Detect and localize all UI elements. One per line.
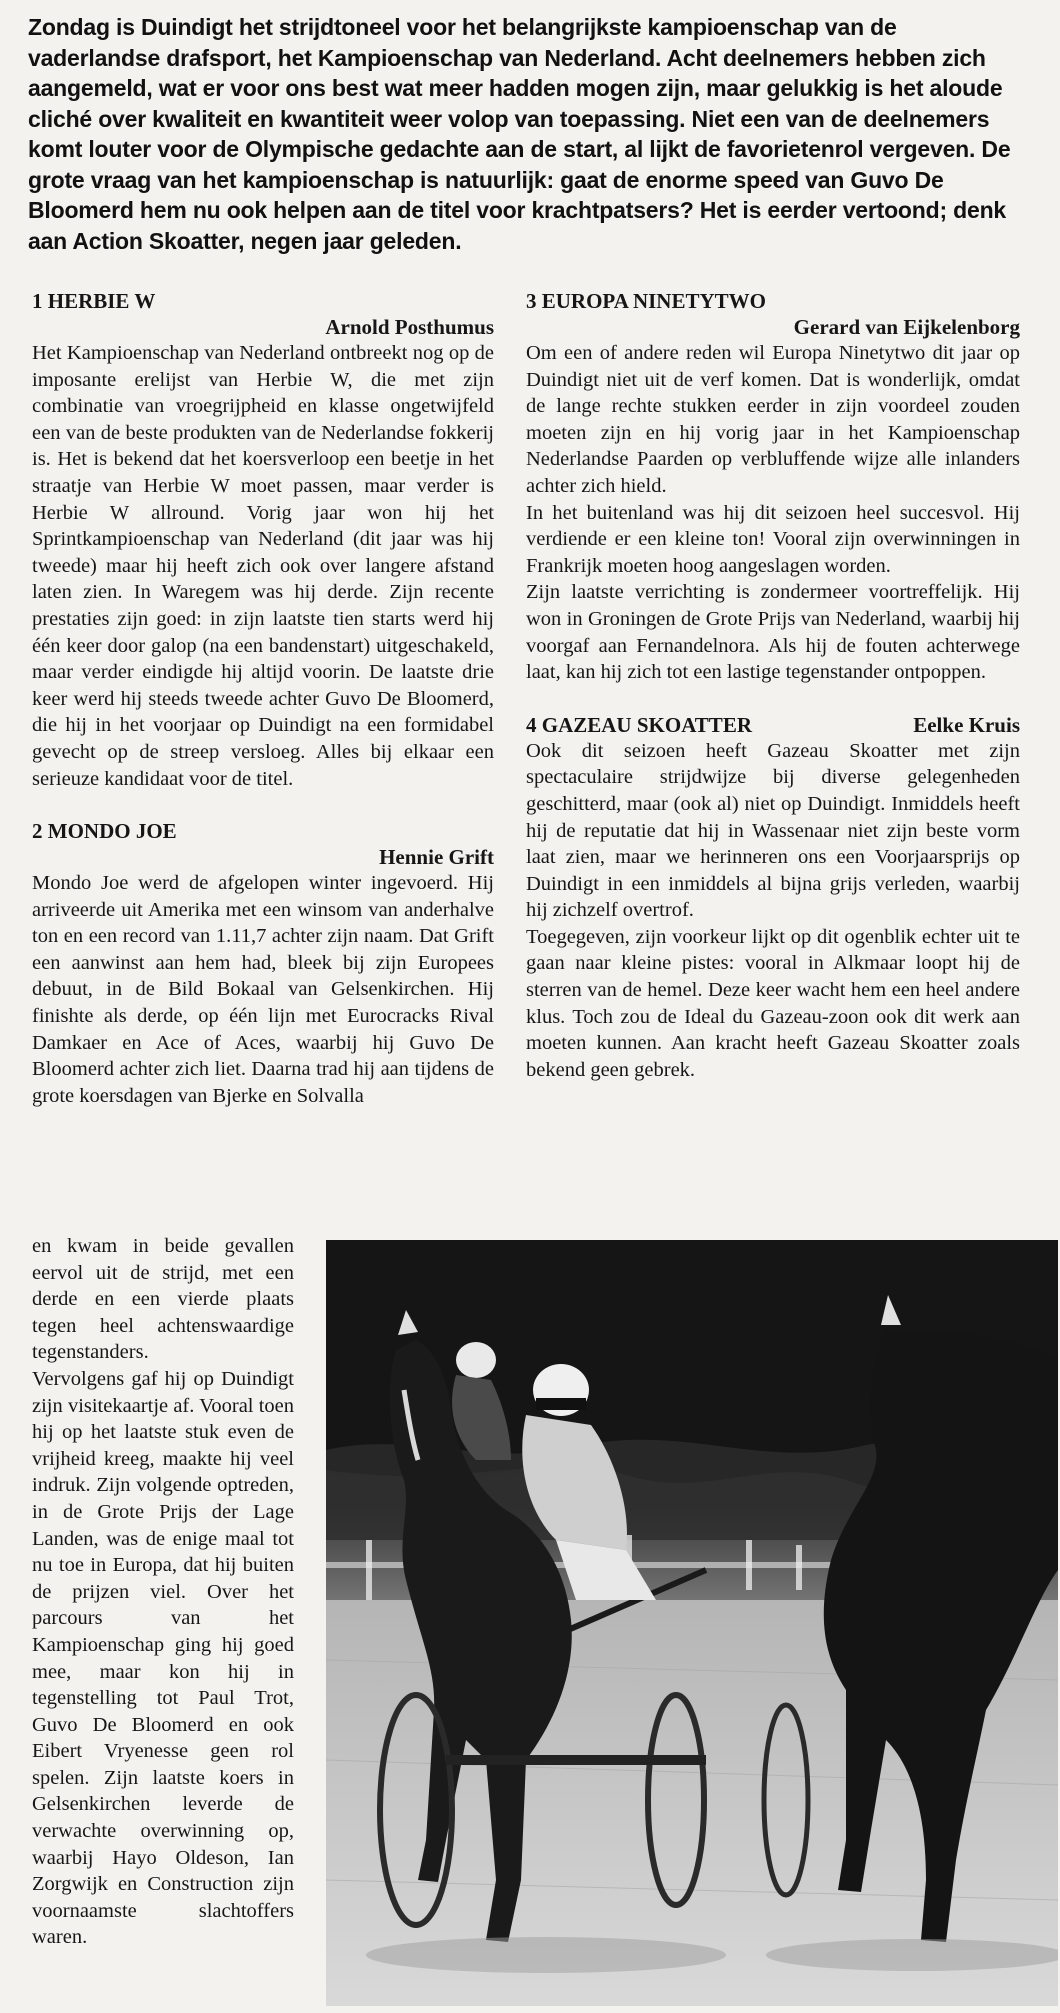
entry-driver: Hennie Grift bbox=[379, 845, 494, 870]
entry-paragraph: en kwam in beide gevallen eervol uit de strijd, met een derde en een vierde plaats tegen heel achtenswaardige tegenstanders. bbox=[32, 1235, 294, 1364]
entry-header bbox=[526, 712, 1020, 738]
entry-paragraph: Het Kampioenschap van Nederland ontbreekt nog op de imposante erelijst van Herbie W, die met zijn combinatie van vroegrijpheid en klasse ongetwijfeld een van de beste produkten van de Nederlandse fokkerij is. Het is bekend dat het koersverloop een beetje in het straatje van Herbie W moet passen, maar verder is Herbie W allround. Vorig jaar won hij het Sprintkampioenschap van Nederland (dit jaar was hij tweede) maar hij heeft zich ook over langere afstand laten zien. In Waregem was hij derde. Zijn recente prestaties zijn goed: in zijn laatste tien starts werd hij één keer door galop (na een bandenstart) uitgeschakeld, maar verder eindigde hij altijd voorin. De laatste drie keer werd hij steeds tweede achter Guvo De Bloomerd, die hij in het voorjaar op Duindigt na een formidabel gevecht op de streep versloeg. Alles bij elkaar een serieuze kandidaat voor de titel. bbox=[32, 342, 494, 790]
entry-paragraph: In het buitenland was hij dit seizoen heel succesvol. Hij verdiende er een kleine ton! Vooral zijn overwinningen in Frankrijk moeten hoog aangeslagen worden. bbox=[526, 501, 1020, 577]
entry-title: 1 HERBIE W bbox=[32, 289, 156, 313]
photo-illustration bbox=[326, 1240, 1058, 2006]
right-column bbox=[526, 288, 1020, 1083]
entry-paragraph: Ook dit seizoen heeft Gazeau Skoatter met zijn spectaculaire strijdwijze bij diverse gelegenheden geschitterd, maar (ook al) niet op Duindigt. Inmiddels heeft hij de reputatie dat hij in Wassenaar niet zijn beste vorm laat zien, maar we herinneren ons een Voorjaarsprijs op Duindigt in een inmiddels al bijna grijs verleden, waarbij hij zichzelf overtrof. bbox=[526, 739, 1020, 922]
intro-paragraph: Zondag is Duindigt het strijdtoneel voor het belangrijkste kampioenschap van de vaderlandse drafsport, het Kampioenschap van Nederland. Acht deelnemers hebben zich aangemeld, wat er voor ons best wat meer hadden mogen zijn, maar gelukkig is het aloude cliché over kwaliteit en kwantiteit weer volop van toepassing. Niet een van de deelnemers komt louter voor de Olympische gedachte aan de start, al lijkt de favorietenrol vergeven. De grote vraag van het kampioenschap is natuurlijk: gaat de enorme speed van Guvo De Bloomerd hem nu ook helpen aan de titel voor krachtpatsers? Het is eerder vertoond; denk aan Action Skoatter, negen jaar geleden. bbox=[28, 14, 1011, 254]
entry-paragraph: Toegegeven, zijn voorkeur lijkt op dit ogenblik echter uit te gaan naar kleine pistes: vooral in Alkmaar loopt hij de sterren van de hemel. Deze keer wacht hem een heel andere klus. Toch zou de Ideal du Gazeau-zoon ook dit werk aan moeten kunnen. Aan kracht heeft Gazeau Skoatter zoals bekend geen gebrek. bbox=[526, 925, 1020, 1081]
left-column bbox=[32, 288, 494, 1109]
entry-paragraph: Vervolgens gaf hij op Duindigt zijn visitekaartje af. Vooral toen hij op het laatste stuk even de vrijheid kreeg, maakte hij veel indruk. Zijn volgende optreden, in de Grote Prijs der Lage Landen, was de enige maal tot nu toe in Europa, dat hij buiten de prijzen viel. Over het parcours van het Kampioenschap ging hij goed mee, maar kon hij in tegenstelling tot Paul Trot, Guvo De Bloomerd en ook Eibert Vryenesse geen rol spelen. Zijn laatste koers in Gelsenkirchen leverde de verwachte overwinning op, waarbij Hayo Oldeson, Ian Zorgwijk en Construction zijn voornaamste slachtoffers waren. bbox=[32, 1367, 294, 1949]
entry-paragraph: Zijn laatste verrichting is zondermeer voortreffelijk. Hij won in Groningen de Grote Prijs van Nederland, waarbij hij voorgaf aan Fernandelnora. Als hij de fouten achterwege laat, kan hij zich tot een lastige tegenstander ontpoppen. bbox=[526, 581, 1020, 684]
entry-paragraph: Mondo Joe werd de afgelopen winter ingevoerd. Hij arriveerde uit Amerika met een winsom van anderhalve ton en een record van 1.11,7 achter zijn naam. Dat Grift een aanwinst aan hem had, bleek bij zijn Europees debuut, in de Bild Bokaal van Gelsenkirchen. Hij finishte als derde, op één lijn met Eurocracks Rival Damkaer en Ace of Aces, waarbij hij Guvo De Bloomerd achter zich liet. Daarna trad hij aan tijdens de grote koersdagen van Bjerke en Solvalla bbox=[32, 872, 494, 1107]
entry-driver: Arnold Posthumus bbox=[325, 315, 494, 339]
entry-title: 3 EUROPA NINETYTWO bbox=[526, 289, 766, 313]
entry-driver: Eelke Kruis bbox=[913, 712, 1020, 737]
harness-racing-photo bbox=[326, 1240, 1058, 2006]
entry-paragraph: Om een of andere reden wil Europa Ninetytwo dit jaar op Duindigt niet uit de verf komen. Dat is wonderlijk, omdat de lange rechte stukken eerder in zijn voordeel zouden moeten zijn en hij vorig jaar in het Kampioenschap Nederlandse Paarden op verbluffende wijze alle inlanders achter zich hield. bbox=[526, 342, 1020, 497]
entry-title: 4 GAZEAU SKOATTER bbox=[526, 712, 752, 737]
entry-title: 2 MONDO JOE bbox=[32, 819, 177, 844]
entry-driver: Gerard van Eijkelenborg bbox=[793, 315, 1020, 339]
